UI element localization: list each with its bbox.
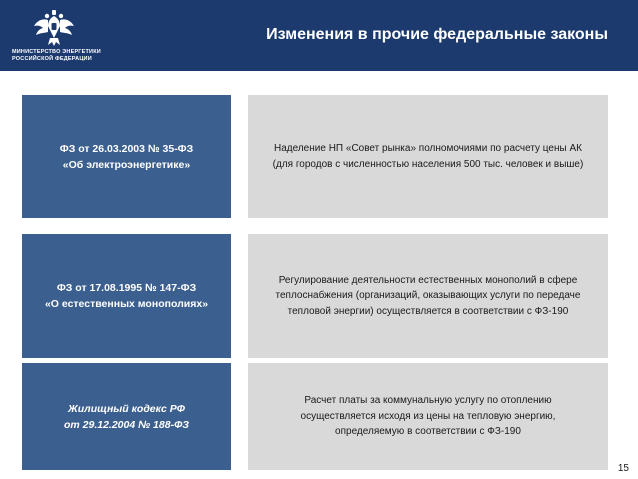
logo-text-line2: РОССИЙСКОЙ ФЕДЕРАЦИИ bbox=[12, 56, 92, 62]
change-box-natural-monopolies bbox=[248, 234, 608, 358]
change-line: теплоснабжения (организаций, оказывающих услуги по передаче bbox=[275, 290, 581, 302]
change-line: Расчет платы за коммунальную услугу по отоплению bbox=[304, 395, 552, 407]
page-title: Изменения в прочие федеральные законы bbox=[266, 26, 608, 43]
change-box-electric-power bbox=[248, 95, 608, 218]
change-line: определяемую в соответствии с ФЗ-190 bbox=[335, 426, 521, 438]
ministry-logo bbox=[8, 6, 100, 66]
change-box-housing-code bbox=[248, 363, 608, 470]
law-line: Жилищный кодекс РФ bbox=[68, 402, 185, 415]
logo-text-line1: МИНИСТЕРСТВО ЭНЕРГЕТИКИ bbox=[12, 49, 101, 55]
double-headed-eagle-icon bbox=[32, 8, 76, 48]
law-box-natural-monopolies bbox=[22, 234, 231, 358]
change-line: Регулирование деятельности естественных монополий в сфере bbox=[278, 274, 578, 286]
header-bar bbox=[0, 0, 638, 71]
change-line: тепловой энергии) осуществляется в соответствии с ФЗ-190 bbox=[287, 305, 569, 317]
page-number: 15 bbox=[617, 463, 629, 474]
change-line: (для городов с численностью населения 500 тыс. человек и выше) bbox=[272, 158, 584, 170]
change-line: осуществляется исходя из цены на тепловую энергию, bbox=[300, 410, 556, 422]
law-box-housing-code bbox=[22, 363, 231, 470]
law-line: от 29.12.2004 № 188-ФЗ bbox=[63, 418, 190, 431]
law-line: «Об электроэнергетике» bbox=[62, 158, 191, 171]
law-line: «О естественных монополиях» bbox=[44, 298, 209, 310]
change-line: Наделение НП «Совет рынка» полномочиями по расчету цены АК bbox=[274, 143, 582, 154]
law-line: ФЗ от 26.03.2003 № 35-ФЗ bbox=[59, 142, 194, 155]
law-box-electric-power bbox=[22, 95, 231, 218]
law-line: ФЗ от 17.08.1995 № 147-ФЗ bbox=[56, 282, 197, 294]
